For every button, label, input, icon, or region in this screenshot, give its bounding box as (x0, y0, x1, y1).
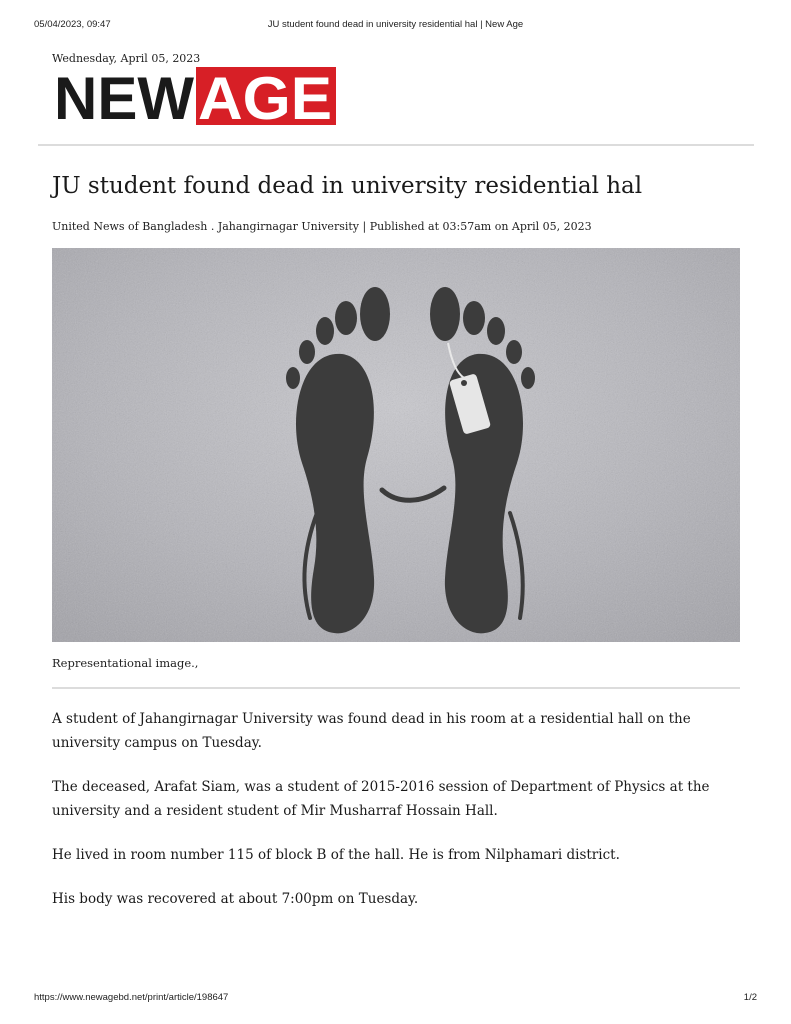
article-paragraph: The deceased, Arafat Siam, was a student of 2015-2016 session of Department of Physics at the university and a resident student of Mir Musharraf Hossain Hall. (52, 779, 710, 819)
header-divider (38, 144, 754, 146)
print-url[interactable]: https://www.newagebd.net/print/article/198647 (34, 992, 229, 1003)
article-paragraph: His body was recovered at about 7:00pm on Tuesday. (52, 891, 419, 907)
article-image (52, 248, 740, 642)
article-paragraph: He lived in room number 115 of block B of the hall. He is from Nilphamari district. (52, 847, 620, 863)
article-headline: JU student found dead in university residential hal (52, 173, 643, 199)
print-footer (0, 992, 791, 1008)
article-body (52, 707, 742, 931)
article-byline: United News of Bangladesh . Jahangirnagar University | Published at 03:57am on April 05, 2023 (52, 220, 592, 233)
print-header (0, 16, 791, 32)
logo-age-text: AGE (198, 67, 332, 125)
caption-divider (52, 687, 740, 689)
masthead-date: Wednesday, April 05, 2023 (52, 52, 201, 65)
print-page-title: JU student found dead in university residential hal | New Age (267, 19, 524, 30)
logo-new-text: NEW (54, 67, 195, 125)
image-caption: Representational image., (52, 656, 199, 670)
article-paragraph: A student of Jahangirnagar University was found dead in his room at a residential hall on the university campus on Tuesday. (52, 711, 691, 751)
print-datetime: 05/04/2023, 09:47 (34, 19, 111, 30)
print-page-number: 1/2 (743, 992, 757, 1003)
newage-logo[interactable] (52, 67, 336, 125)
